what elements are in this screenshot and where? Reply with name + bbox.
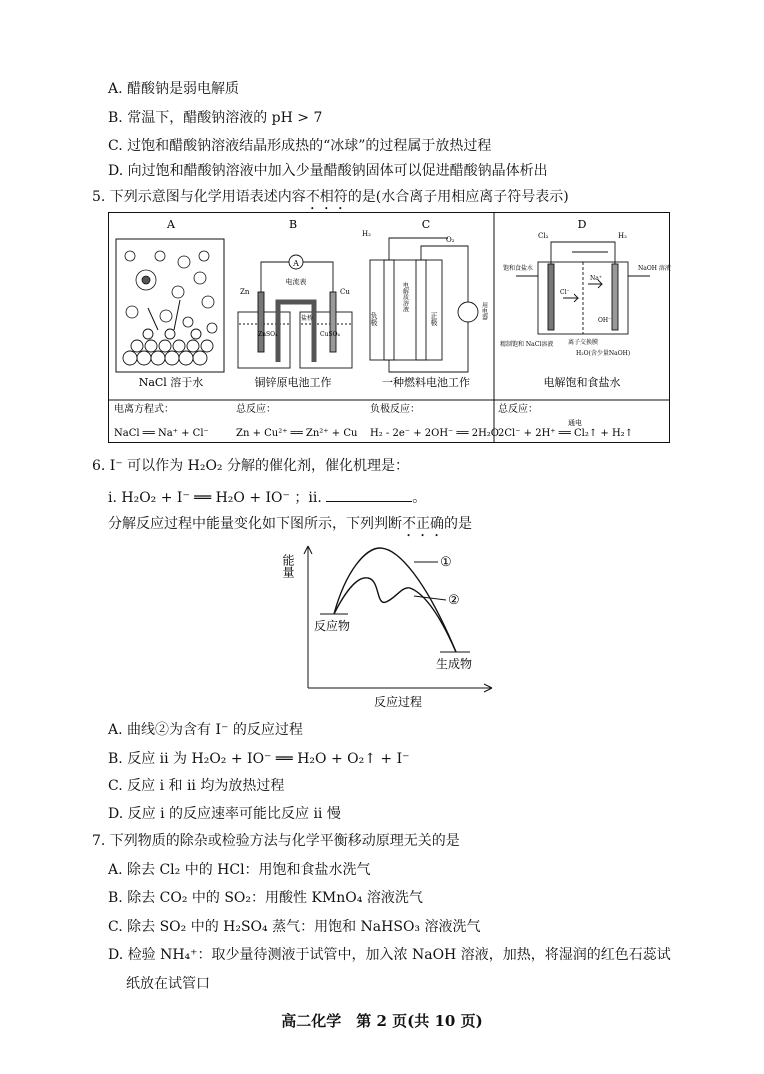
energy-xlabel: 反应过程 — [374, 695, 423, 709]
panel-a-sub: 电离方程式： — [114, 404, 174, 415]
panel-b-caption: 铜锌原电池工作 — [254, 376, 332, 389]
panel-c-load: 用电器 — [480, 302, 488, 320]
panel-b-sub: 总反应： — [236, 404, 276, 415]
panel-c-sub: 负极反应： — [370, 404, 420, 415]
panel-b-letter: B — [288, 218, 298, 231]
q4-option-a: A. 醋酸钠是弱电解质 — [108, 81, 240, 97]
panel-d-na-ion: Na⁺ — [590, 275, 602, 282]
panel-c-pos: 正极 — [430, 312, 438, 326]
q7-stem: 7. 下列物质的除杂或检验方法与化学平衡移动原理无关的是 — [92, 833, 460, 849]
page-footer: 高二化学 第 2 页(共 10 页) — [281, 1012, 483, 1030]
q7-option-d-cont: 纸放在试管口 — [126, 976, 210, 992]
panel-b-zn: Zn — [240, 288, 250, 296]
panel-a-diagram — [116, 239, 224, 372]
q6-mechanism: i. H₂O₂ + I⁻ ══ H₂O + IO⁻ ；ii. 。 — [108, 490, 427, 506]
panel-b-sol2: CuSO₄ — [320, 331, 340, 338]
q6-option-c: C. 反应 i 和 ii 均为放热过程 — [108, 778, 285, 794]
panel-b-ammeter: A — [293, 259, 299, 268]
panel-c-elec: 电解质溶液 — [401, 282, 409, 312]
panel-c-neg: 负极 — [370, 312, 378, 326]
q6-option-b: B. 反应 ii 为 H₂O₂ + IO⁻ ══ H₂O + O₂↑ + I⁻ — [108, 751, 410, 767]
q4-option-d: D. 向过饱和醋酸钠溶液中加入少量醋酸钠固体可以促进醋酸钠晶体析出 — [108, 163, 548, 179]
panel-d-cond: 通电 — [568, 419, 582, 427]
q6-stem2: 分解反应过程中能量变化如下图所示，下列判断不正确的是 — [108, 516, 472, 532]
panel-d-cl-ion: Cl⁻ — [560, 289, 570, 296]
q7-option-d: D. 检验 NH₄⁺：取少量待测液于试管中，加入浓 NaOH 溶液，加热，将湿润的红色石蕊试 — [108, 947, 671, 963]
panel-d-cl2: Cl₂ — [538, 232, 549, 240]
panel-d-out-right: NaOH 溶液 — [638, 265, 671, 272]
q6-energy-diagram — [281, 540, 506, 710]
panel-d-right-bottom: H₂O(含少量NaOH) — [576, 350, 631, 357]
panel-d-caption: 电解饱和食盐水 — [543, 376, 621, 389]
energy-ylabel: 能量 — [281, 554, 295, 578]
panel-d-letter: D — [577, 218, 587, 231]
panel-d-oh-ion: OH⁻ — [598, 317, 612, 324]
panel-d-sub: 总反应： — [498, 404, 538, 415]
panel-a-caption: NaCl 溶于水 — [138, 376, 204, 389]
panel-c-caption: 一种燃料电池工作 — [382, 376, 470, 389]
panel-c-diagram — [370, 238, 478, 372]
panel-c-letter: C — [421, 218, 431, 231]
panel-b-cu: Cu — [340, 288, 350, 296]
reactant-label: 反应物 — [314, 619, 351, 633]
curve-1-label: ① — [440, 555, 452, 570]
panel-d-eq: 2Cl⁻ + 2H⁺ ══ Cl₂↑ + H₂↑ — [498, 428, 634, 439]
panel-c-eq: H₂ - 2e⁻ + 2OH⁻ ══ 2H₂O — [370, 428, 500, 439]
panel-c-h2: H₂ — [362, 230, 371, 238]
q5-figure — [108, 212, 670, 443]
panel-d-diagram — [516, 242, 650, 334]
panel-d-left-bottom: 精制饱和 NaCl溶液 — [500, 341, 554, 348]
panel-d-in-left: 饱和食盐水 — [503, 265, 534, 272]
panel-b-eq: Zn + Cu²⁺ ══ Zn²⁺ + Cu — [236, 428, 358, 439]
q4-option-c: C. 过饱和醋酸钠溶液结晶形成热的“冰球”的过程属于放热过程 — [108, 138, 492, 154]
panel-b-bridge: 盐桥 — [301, 315, 314, 322]
q6-option-a: A. 曲线②为含有 I⁻ 的反应过程 — [108, 722, 303, 738]
q6-stem: 6. I⁻ 可以作为 H₂O₂ 分解的催化剂，催化机理是： — [92, 458, 409, 474]
curve-1 — [334, 548, 456, 652]
q7-option-b: B. 除去 CO₂ 中的 SO₂：用酸性 KMnO₄ 溶液洗气 — [108, 890, 423, 906]
curve-2 — [334, 578, 456, 652]
panel-b-sol1: ZnSO₄ — [258, 331, 278, 338]
q6-option-d: D. 反应 i 的反应速率可能比反应 ii 慢 — [108, 806, 341, 822]
q7-option-a: A. 除去 Cl₂ 中的 HCl：用饱和食盐水洗气 — [108, 862, 371, 878]
q4-option-b: B. 常温下，醋酸钠溶液的 pH > 7 — [108, 110, 323, 126]
panel-b-diagram — [238, 255, 352, 368]
q5-stem: 5. 下列示意图与化学用语表述内容不相符的是(水合离子用相应离子符号表示) — [92, 189, 569, 205]
panel-a-eq: NaCl ══ Na⁺ + Cl⁻ — [114, 428, 209, 439]
panel-c-o2: O₂ — [446, 236, 455, 244]
curve-2-label: ② — [448, 593, 460, 608]
q7-option-c: C. 除去 SO₂ 中的 H₂SO₄ 蒸气：用饱和 NaHSO₃ 溶液洗气 — [108, 919, 481, 935]
panel-d-h2: H₂ — [618, 232, 627, 240]
product-label: 生成物 — [436, 657, 473, 671]
panel-a-letter: A — [167, 218, 175, 231]
panel-b-meter-text: 电流表 — [285, 278, 307, 286]
panel-d-membrane: 离子交换膜 — [568, 339, 599, 346]
